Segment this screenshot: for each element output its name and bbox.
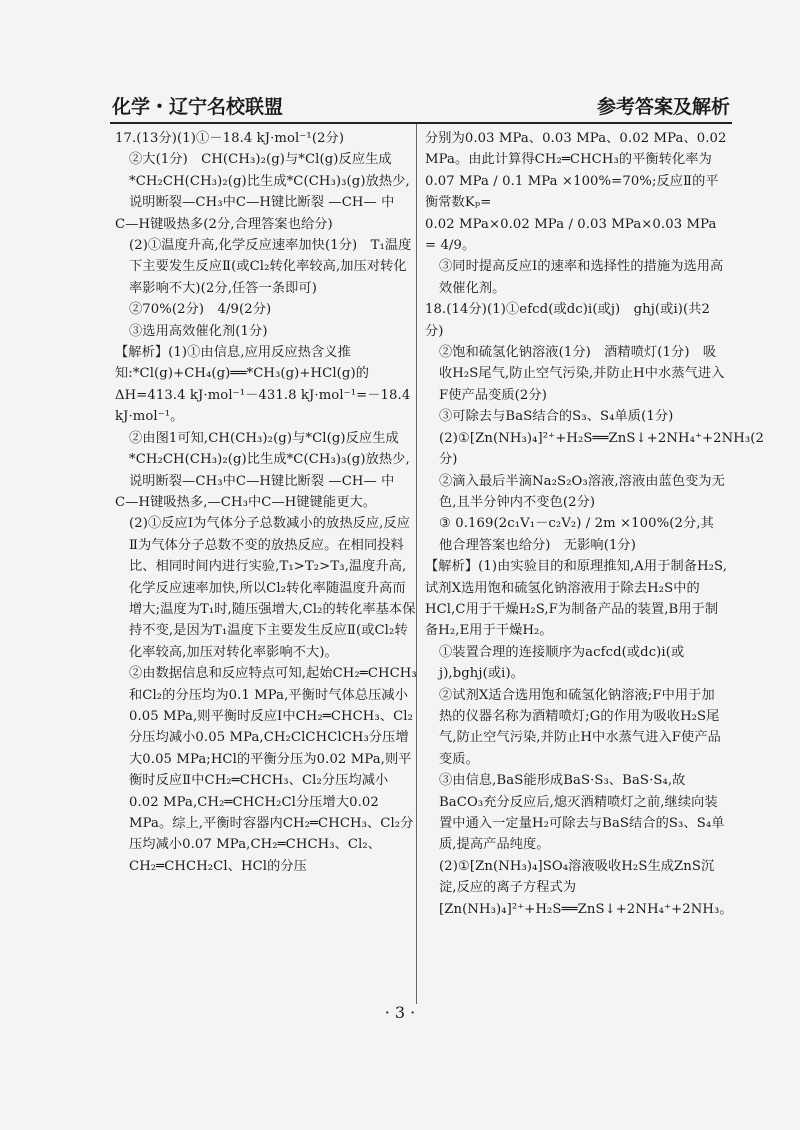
q17-answer-3: C—H键吸热多(2分,合理答案也给分) [115, 216, 333, 232]
q17-answer-1: 17.(13分)(1)①－18.4 kJ·mol⁻¹(2分) [115, 131, 345, 146]
q18-analysis-4: ③由信息,BaS能形成BaS·S₃、BaS·S₄,故BaCO₃充分反应后,熄灭酒精喷灯之前,继续向装置中通入一定量H₂可除去与BaS结合的S₃、S₄单质,提高产品纯度。 [439, 773, 725, 853]
q18-answer-2: ②饱和硫氢化钠溶液(1分) 酒精喷灯(1分) 吸收H₂S尾气,防止空气污染,并防止H中水蒸气进入F使产品变质(2分) [439, 345, 725, 403]
q17-answer-6: ③选用高效催化剂(1分) [129, 323, 268, 339]
q18-analysis-5: (2)①[Zn(NH₃)₄]SO₄溶液吸收H₂S生成ZnS沉淀,反应的离子方程式为[Zn(NH₃)₄]²⁺+H₂S══ZnS↓+2NH₄⁺+2NH₃。 [439, 858, 733, 917]
q17-analysis-6: 分别为0.03 MPa、0.03 MPa、0.02 MPa、0.02 MPa。由此计算得CH₂═CHCH₃的平衡转化率为 [425, 131, 727, 168]
q18-answer-4: (2)①[Zn(NH₃)₄]²⁺+H₂S══ZnS↓+2NH₄⁺+2NH₃(2分) [439, 430, 765, 468]
q18-analysis-1: 【解析】(1)由实验目的和原理推知,A用于制备H₂S,试剂X选用饱和硫氢化钠溶液用于除去H₂S中的HCl,C用于干燥H₂S,F为制备产品的装置,B用于制备H₂,E用于干燥H₂。 [425, 559, 728, 639]
q18-analysis-2: ①装置合理的连接顺序为acfcd(或dc)i(或j),bghj(或i)。 [439, 644, 685, 682]
q17-analysis-1: 【解析】(1)①由信息,应用反应热含义推知:*Cl(g)+CH₄(g)══*CH₃(g)+HCl(g)的ΔH=413.4 kJ·mol⁻¹－431.8 kJ·mol⁻¹=－18.4 kJ·mol⁻¹。 [115, 345, 411, 425]
header-subject: 化学・辽宁名校联盟 [112, 96, 284, 118]
q17-answer-5: ②70%(2分) 4/9(2分) [129, 302, 272, 318]
page-header [112, 92, 730, 120]
q18-answer-5: ②滴入最后半滴Na₂S₂O₃溶液,溶液由蓝色变为无色,且半分钟内不变色(2分) [439, 473, 725, 510]
q18-answer-1: 18.(14分)(1)①efcd(或dc)i(或j) ghj(或i)(共2分) [425, 302, 711, 339]
q17-answer-4: (2)①温度升高,化学反应速率加快(1分) T₁温度下主要发生反应Ⅱ(或Cl₂转化率较高,加压对转化率影响不大)(2分,任答一条即可) [129, 238, 412, 296]
q17-analysis-7: 0.07 MPa / 0.1 MPa ×100%=70%;反应Ⅱ的平衡常数Kₚ= [425, 173, 719, 211]
right-column [425, 128, 765, 920]
q17-analysis-2: ②由图1可知,CH(CH₃)₂(g)与*Cl(g)反应生成*CH₂CH(CH₃)₂(g)比生成*C(CH₃)₃(g)放热少,说明断裂—CH₃中C—H键比断裂 —CH— 中 [129, 430, 410, 489]
q17-answer-2: ②大(1分) CH(CH₃)₂(g)与*Cl(g)反应生成*CH₂CH(CH₃)₂(g)比生成*C(CH₃)₃(g)放热少,说明断裂—CH₃中C—H键比断裂 —CH— 中 [129, 152, 410, 211]
left-column [115, 128, 417, 877]
q17-analysis-8: 0.02 MPa×0.02 MPa / 0.03 MPa×0.03 MPa = 4/9。 [425, 216, 717, 254]
header-rule [110, 122, 732, 124]
page-number: · 3 · [384, 1003, 416, 1022]
q18-analysis-3: ②试剂X适合选用饱和硫氢化钠溶液;F中用于加热的仪器名称为酒精喷灯;G的作用为吸收H₂S尾气,防止空气污染,并防止H中水蒸气进入F使产品变质。 [439, 687, 721, 767]
q18-answer-6: ③ 0.169(2c₁V₁－c₂V₂) / 2m ×100%(2分,其他合理答案也给分) 无影响(1分) [439, 516, 714, 553]
q17-analysis-5: ②由数据信息和反应特点可知,起始CH₂═CHCH₃和Cl₂的分压均为0.1 MPa,平衡时气体总压减小0.05 MPa,则平衡时反应Ⅰ中CH₂═CHCH₃、Cl₂分压均减小0.05 MPa,CH₂ClCHClCH₃分压增大0.05 MPa;HCl的平衡分压为0.02 MPa,则平衡时反应Ⅱ中CH₂═CHCH₃、Cl₂分压均减小0.02 MPa,CH₂═CHCH₂Cl分压增大0.02 MPa。综上,平衡时容器内CH₂═CHCH₃、Cl₂分压均减小0.07 MPa,CH₂═CHCH₃、Cl₂、CH₂═CHCH₂Cl、HCl的分压 [129, 666, 417, 874]
q17-analysis-4: (2)①反应Ⅰ为气体分子总数减小的放热反应,反应Ⅱ为气体分子总数不变的放热反应。在相同投料比、相同时间内进行实验,T₁>T₂>T₃,温度升高,化学反应速率加快,所以Cl₂转化率随温度升高而增大;温度为T₁时,随压强增大,Cl₂的转化率基本保持不变,是因为T₁温度下主要发生反应Ⅱ(或Cl₂转化率较高,加压对转化率影响不大)。 [129, 516, 416, 660]
q17-analysis-3: C—H键吸热多,—CH₃中C—H键键能更大。 [115, 494, 377, 510]
q17-analysis-9: ③同时提高反应Ⅰ的速率和选择性的措施为选用高效催化剂。 [439, 259, 724, 296]
header-section-title: 参考答案及解析 [596, 96, 730, 118]
q18-answer-3: ③可除去与BaS结合的S₃、S₄单质(1分) [439, 409, 674, 425]
